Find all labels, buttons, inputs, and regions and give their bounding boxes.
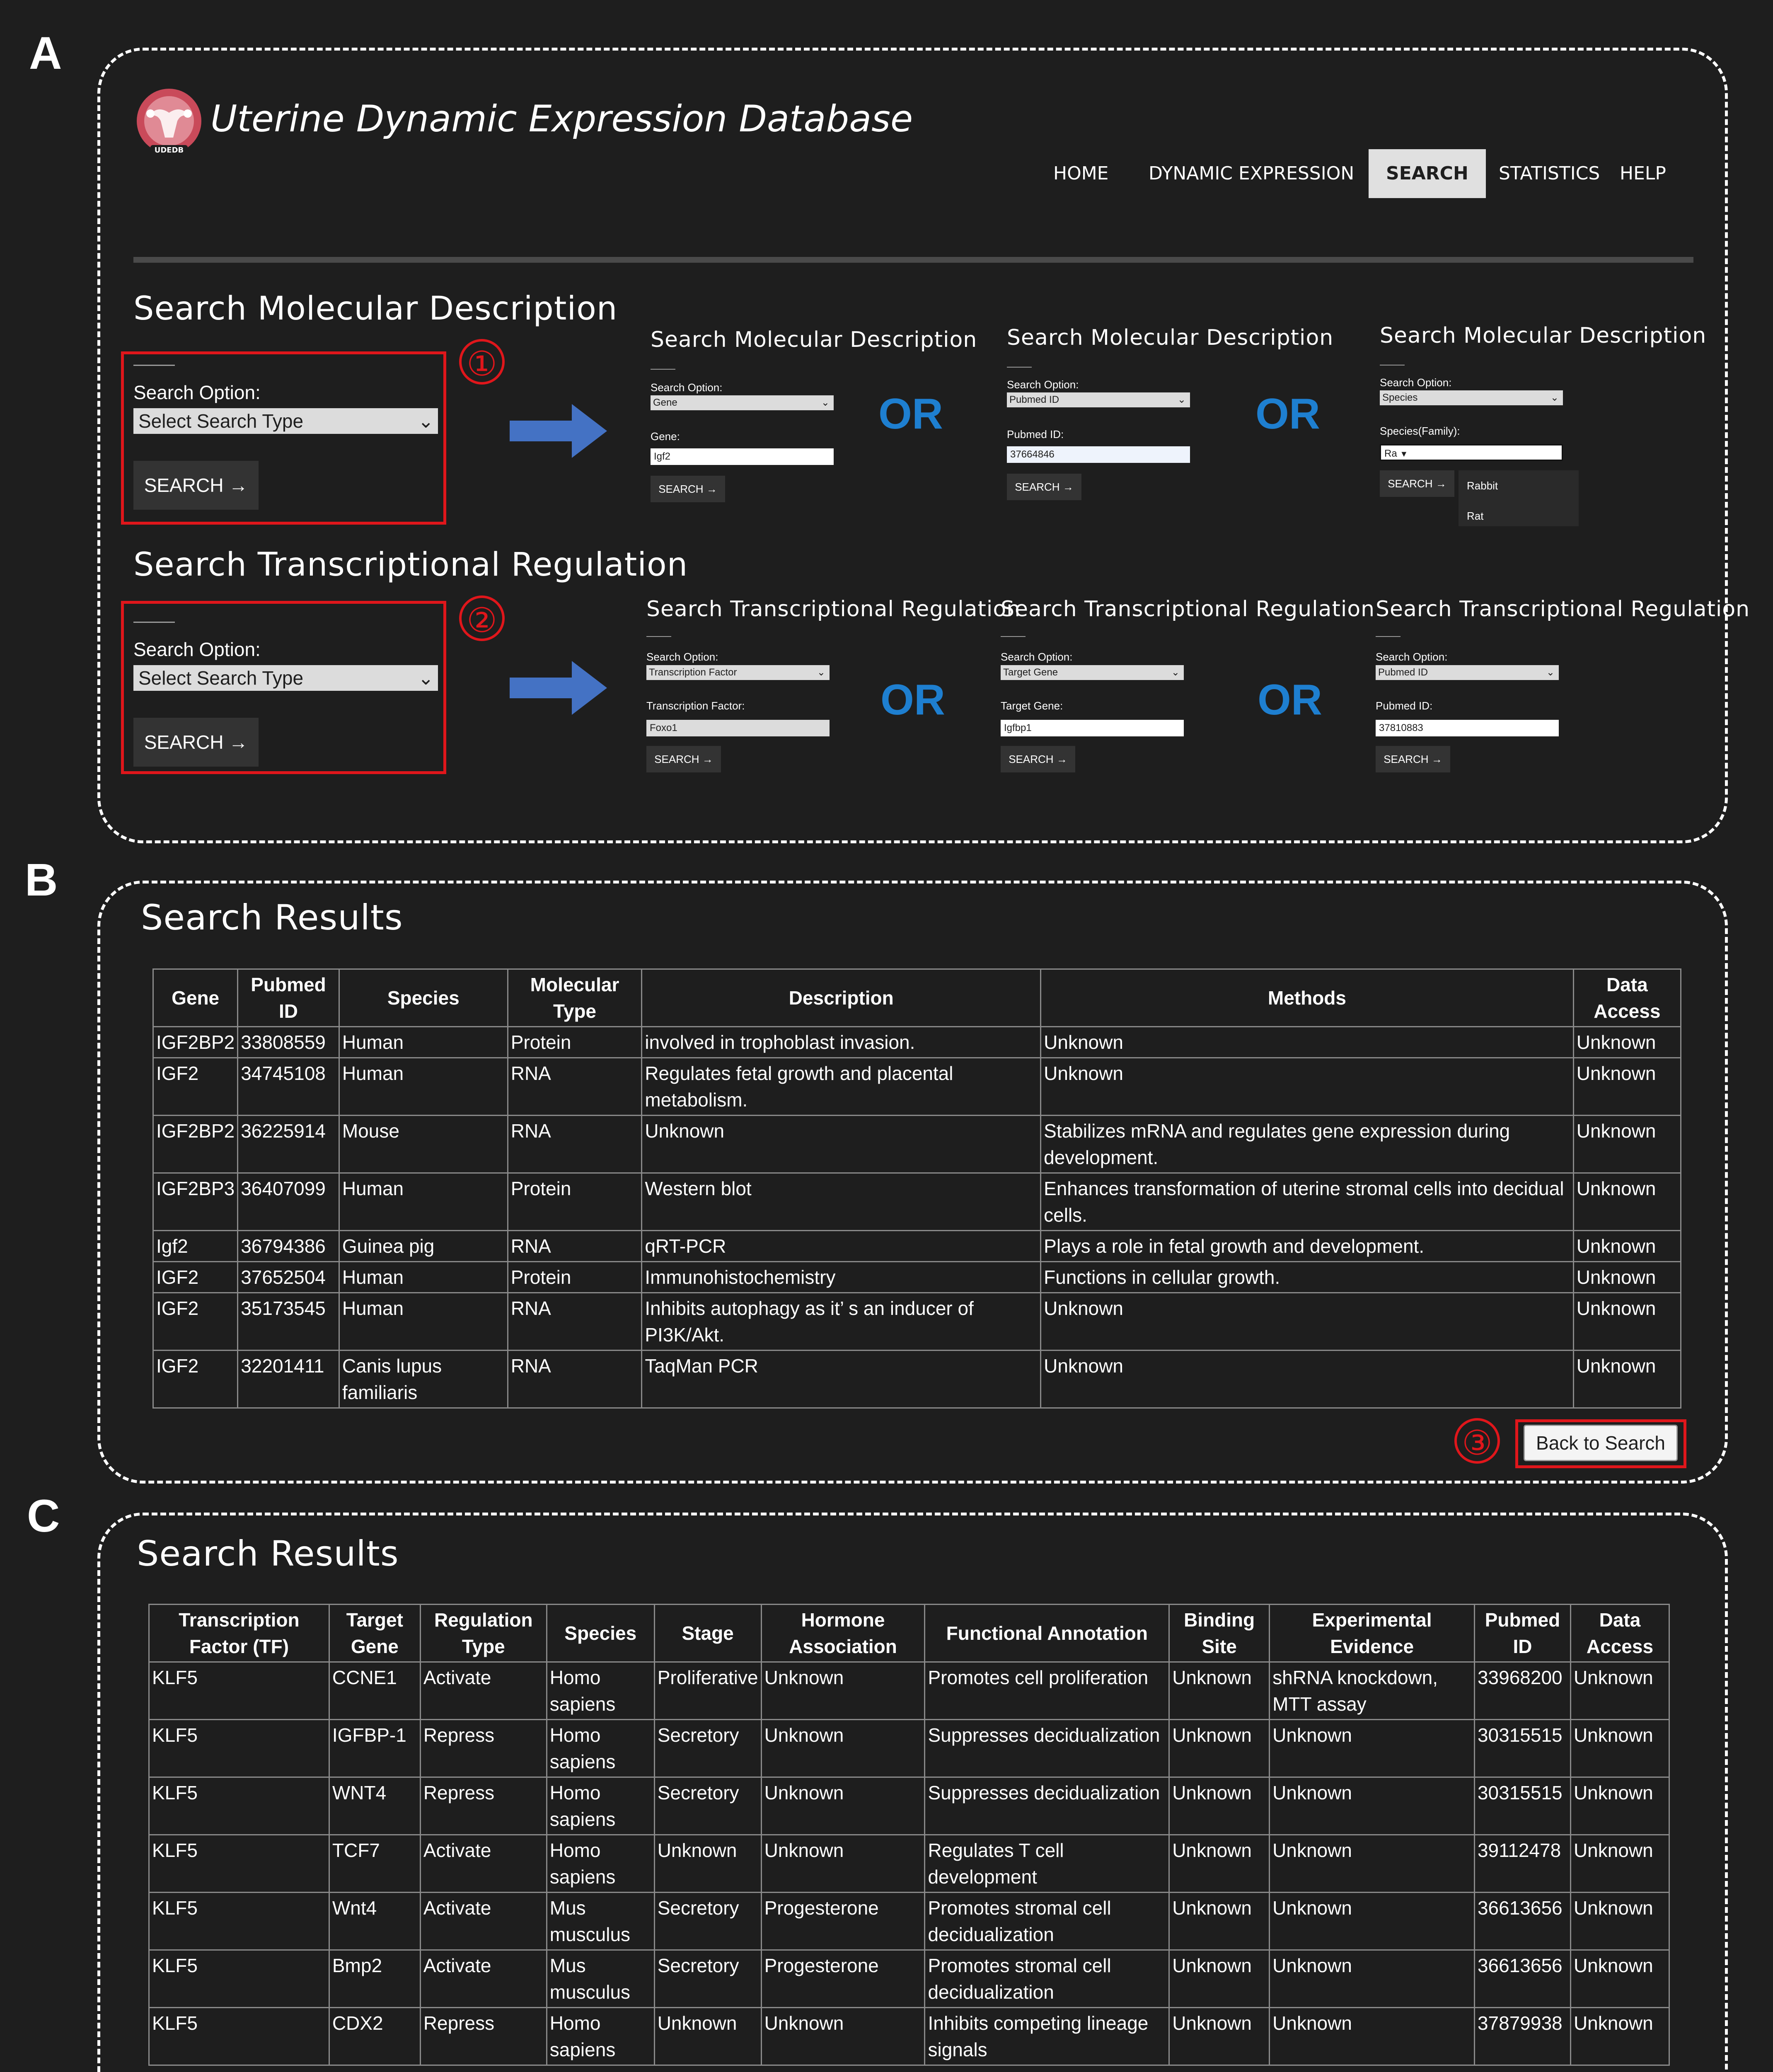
table-cell: Unknown [1270, 1893, 1475, 1950]
col-data-access: Data Access [1570, 1605, 1669, 1662]
right-arrow-icon [510, 404, 609, 458]
table-cell: Unknown [1573, 1262, 1681, 1293]
col-binding-site: Binding Site [1169, 1605, 1270, 1662]
table-cell: Unknown [1270, 1950, 1475, 2008]
table-cell: KLF5 [149, 1893, 329, 1950]
col-species: Species [339, 969, 508, 1027]
table-cell: Unknown [1570, 1835, 1669, 1893]
table-row [149, 1835, 1669, 1893]
panel-label-c: C [27, 1491, 60, 1542]
pubmed-input[interactable]: 37810883 [1376, 720, 1559, 736]
table-cell: Promotes cell proliferation [925, 1662, 1169, 1720]
table-row [153, 1262, 1681, 1293]
table-cell: Activate [420, 1950, 547, 2008]
table-cell: Protein [508, 1262, 642, 1293]
table-cell: 33968200 [1474, 1662, 1570, 1720]
table-cell: Secretory [654, 1893, 761, 1950]
table-cell: Promotes stromal cell decidualization [925, 1950, 1169, 2008]
table-cell: KLF5 [149, 2008, 329, 2065]
example-option-select[interactable] [651, 395, 834, 410]
table-cell: Homo sapiens [547, 1720, 654, 1777]
example-option-label: Search Option: [651, 381, 723, 394]
divider [1001, 636, 1026, 637]
table-cell: RNA [508, 1293, 642, 1351]
table-cell: Unknown [1041, 1293, 1574, 1351]
table-cell: Human [339, 1293, 508, 1351]
table-cell: Secretory [654, 1950, 761, 2008]
table-cell: RNA [508, 1351, 642, 1408]
or-label: OR [878, 390, 943, 438]
col-functional-annotation: Functional Annotation [925, 1605, 1169, 1662]
table-cell: Unknown [1570, 1662, 1669, 1720]
example-title: Search Molecular Description [1380, 323, 1707, 348]
example-field-label: Species(Family): [1380, 425, 1460, 437]
table-cell: 32201411 [238, 1351, 339, 1408]
results-c-title: Search Results [137, 1533, 399, 1574]
transcriptional-results-table [148, 1604, 1670, 2066]
select-value: Species [1382, 392, 1418, 403]
table-cell: Unknown [1573, 1173, 1681, 1231]
table-cell: IGF2BP2 [153, 1027, 238, 1058]
example-option-select[interactable] [1380, 390, 1563, 405]
col-pubmed-id: Pubmed ID [238, 969, 339, 1027]
example-search-button[interactable]: SEARCH → [1001, 746, 1075, 772]
table-cell: Unknown [654, 1835, 761, 1893]
pubmed-input[interactable]: 37664846 [1007, 446, 1190, 463]
example-field-label: Pubmed ID: [1376, 700, 1433, 712]
dropdown-option-rabbit[interactable]: Rabbit [1467, 479, 1498, 492]
chevron-down-icon: ⌄ [1171, 667, 1180, 678]
molecular-example-species [1376, 319, 1707, 530]
example-option-select[interactable] [646, 665, 830, 680]
table-cell: Unknown [1573, 1351, 1681, 1408]
select-value: Pubmed ID [1009, 394, 1059, 405]
example-field-label: Target Gene: [1001, 700, 1063, 712]
table-cell: Mus musculus [547, 1950, 654, 2008]
chevron-down-icon: ⌄ [1550, 392, 1559, 403]
table-cell: Unknown [1573, 1027, 1681, 1058]
table-cell: Homo sapiens [547, 1835, 654, 1893]
table-cell: RNA [508, 1116, 642, 1173]
table-cell: Proliferative [654, 1662, 761, 1720]
table-cell: Unknown [1270, 1835, 1475, 1893]
panel-label-b: B [25, 854, 58, 905]
select-value: Select Search Type [138, 410, 304, 432]
table-cell: Unknown [1270, 1720, 1475, 1777]
table-cell: WNT4 [329, 1777, 420, 1835]
table-cell: Wnt4 [329, 1893, 420, 1950]
table-cell: Unknown [1573, 1116, 1681, 1173]
table-row [149, 1777, 1669, 1835]
transcriptional-search-type-select[interactable] [133, 665, 438, 691]
table-header-row [149, 1605, 1669, 1662]
table-cell: TaqMan PCR [642, 1351, 1041, 1408]
table-cell: KLF5 [149, 1777, 329, 1835]
table-cell: Unknown [761, 1835, 925, 1893]
table-cell: 36407099 [238, 1173, 339, 1231]
table-cell: Unknown [1573, 1058, 1681, 1116]
nav-dynamic-expression[interactable]: DYNAMIC EXPRESSION [1149, 163, 1355, 184]
table-cell: Homo sapiens [547, 1662, 654, 1720]
right-arrow-icon [510, 661, 609, 715]
table-row [153, 1293, 1681, 1351]
table-cell: Unknown [1169, 1777, 1270, 1835]
table-cell: Unknown [654, 2008, 761, 2065]
molecular-search-button[interactable]: SEARCH → [133, 461, 259, 510]
or-label: OR [1258, 676, 1322, 724]
chevron-down-icon: ⌄ [418, 410, 434, 432]
table-cell: Protein [508, 1173, 642, 1231]
example-search-button[interactable]: SEARCH → [646, 746, 721, 772]
table-cell: IGF2 [153, 1351, 238, 1408]
table-cell: Unknown [761, 1662, 925, 1720]
table-cell: Unknown [1270, 1777, 1475, 1835]
table-cell: Regulates T cell development [925, 1835, 1169, 1893]
table-row [153, 1173, 1681, 1231]
example-option-label: Search Option: [1376, 651, 1448, 663]
col-species: Species [547, 1605, 654, 1662]
table-cell: KLF5 [149, 1720, 329, 1777]
table-cell: Bmp2 [329, 1950, 420, 2008]
example-title: Search Molecular Description [651, 327, 977, 352]
table-row [149, 2008, 1669, 2065]
table-cell: involved in trophoblast invasion. [642, 1027, 1041, 1058]
table-cell: 30315515 [1474, 1777, 1570, 1835]
table-cell: Repress [420, 1720, 547, 1777]
table-cell: 39112478 [1474, 1835, 1570, 1893]
table-cell: Igf2 [153, 1231, 238, 1262]
example-title: Search Transcriptional Regulation [1376, 597, 1750, 622]
table-cell: Unknown [1573, 1231, 1681, 1262]
table-cell: Unknown [761, 1720, 925, 1777]
or-label: OR [880, 676, 945, 724]
col-hormone-association: Hormone Association [761, 1605, 925, 1662]
table-cell: Promotes stromal cell decidualization [925, 1893, 1169, 1950]
transcriptional-option-label: Search Option: [133, 639, 261, 660]
table-cell: KLF5 [149, 1950, 329, 2008]
table-cell: Unknown [1041, 1058, 1574, 1116]
table-header-row [153, 969, 1681, 1027]
example-title: Search Transcriptional Regulation [646, 597, 1021, 622]
logo-text: UDEDB [154, 146, 184, 155]
table-cell: Unknown [642, 1116, 1041, 1173]
marker-2: ② [459, 595, 505, 641]
molecular-option-label: Search Option: [133, 382, 261, 403]
transcriptional-example-pubmed [1371, 595, 1750, 781]
nav-help[interactable]: HELP [1620, 163, 1666, 184]
table-cell: Unknown [1169, 1950, 1270, 2008]
table-cell: Inhibits competing lineage signals [925, 2008, 1169, 2065]
table-row [153, 1231, 1681, 1262]
select-value: Target Gene [1003, 667, 1058, 678]
table-cell: Unknown [1169, 2008, 1270, 2065]
table-cell: 36613656 [1474, 1950, 1570, 2008]
col-experimental-evidence: Experimental Evidence [1270, 1605, 1475, 1662]
table-cell: Plays a role in fetal growth and development. [1041, 1231, 1574, 1262]
table-cell: CCNE1 [329, 1662, 420, 1720]
table-cell: Repress [420, 2008, 547, 2065]
table-cell: IGF2 [153, 1058, 238, 1116]
table-cell: Unknown [1270, 2008, 1475, 2065]
divider [1007, 367, 1032, 368]
select-value: Transcription Factor [649, 667, 737, 678]
table-cell: IGF2 [153, 1293, 238, 1351]
table-cell: Western blot [642, 1173, 1041, 1231]
table-cell: shRNA knockdown, MTT assay [1270, 1662, 1475, 1720]
divider [646, 636, 671, 637]
nav-home[interactable]: HOME [1053, 163, 1109, 184]
table-cell: Suppresses decidualization [925, 1777, 1169, 1835]
example-field-label: Pubmed ID: [1007, 428, 1064, 441]
table-cell: 33808559 [238, 1027, 339, 1058]
chevron-down-icon: ⌄ [821, 397, 830, 408]
table-cell: Canis lupus familiaris [339, 1351, 508, 1408]
chevron-down-icon: ⌄ [1177, 394, 1186, 405]
divider [1380, 365, 1405, 366]
table-cell: IGF2 [153, 1262, 238, 1293]
example-search-button[interactable]: SEARCH → [1380, 470, 1454, 497]
table-cell: Guinea pig [339, 1231, 508, 1262]
select-value: Select Search Type [138, 667, 304, 689]
table-cell: Human [339, 1262, 508, 1293]
table-cell: Unknown [1570, 1720, 1669, 1777]
example-field-label: Transcription Factor: [646, 700, 745, 712]
table-cell: KLF5 [149, 1835, 329, 1893]
table-cell: Enhances transformation of uterine stromal cells into decidual cells. [1041, 1173, 1574, 1231]
table-cell: RNA [508, 1231, 642, 1262]
divider [651, 369, 675, 370]
chevron-down-icon: ⌄ [1546, 667, 1555, 678]
transcriptional-title: Search Transcriptional Regulation [133, 546, 688, 583]
header-divider [133, 257, 1693, 263]
col-transcription-factor: Transcription Factor (TF) [149, 1605, 329, 1662]
combobox-value: Ra [1384, 448, 1397, 459]
caret-down-icon: ▼ [1400, 450, 1408, 459]
gene-input[interactable]: Igf2 [651, 448, 834, 465]
table-row [153, 1058, 1681, 1116]
panel-label-a: A [29, 28, 62, 79]
molecular-search-type-select[interactable] [133, 408, 438, 434]
example-search-button[interactable]: SEARCH → [651, 476, 725, 502]
table-cell: TCF7 [329, 1835, 420, 1893]
species-dropdown-list [1459, 470, 1579, 526]
divider [133, 622, 175, 623]
site-logo[interactable] [132, 88, 206, 158]
marker-3: ③ [1454, 1418, 1500, 1464]
table-row [149, 1950, 1669, 2008]
table-cell: 30315515 [1474, 1720, 1570, 1777]
table-cell: Mouse [339, 1116, 508, 1173]
example-field-label: Gene: [651, 430, 680, 443]
example-title: Search Transcriptional Regulation [1001, 597, 1375, 622]
table-cell: Unknown [1169, 1835, 1270, 1893]
target-gene-input[interactable]: Igfbp1 [1001, 720, 1184, 736]
table-cell: Human [339, 1027, 508, 1058]
results-b-title: Search Results [141, 897, 403, 938]
table-cell: KLF5 [149, 1662, 329, 1720]
table-cell: Unknown [1570, 1950, 1669, 2008]
table-cell: Secretory [654, 1777, 761, 1835]
col-target-gene: Target Gene [329, 1605, 420, 1662]
or-label: OR [1255, 390, 1320, 438]
col-methods: Methods [1041, 969, 1574, 1027]
example-option-label: Search Option: [1380, 376, 1452, 389]
table-row [149, 1720, 1669, 1777]
table-cell: Unknown [1169, 1720, 1270, 1777]
table-cell: Unknown [1041, 1027, 1574, 1058]
table-cell: Stabilizes mRNA and regulates gene expression during development. [1041, 1116, 1574, 1173]
table-cell: Activate [420, 1835, 547, 1893]
table-cell: Suppresses decidualization [925, 1720, 1169, 1777]
marker-1: ① [459, 339, 505, 385]
table-cell: Unknown [761, 2008, 925, 2065]
table-row [153, 1027, 1681, 1058]
main-nav [1036, 149, 1699, 198]
divider [133, 365, 175, 366]
table-cell: Unknown [1570, 2008, 1669, 2065]
example-option-label: Search Option: [1001, 651, 1073, 663]
table-cell: Unknown [1169, 1662, 1270, 1720]
example-option-select[interactable] [1007, 392, 1190, 407]
table-cell: 36613656 [1474, 1893, 1570, 1950]
example-search-button[interactable]: SEARCH → [1007, 474, 1081, 500]
table-cell: Progesterone [761, 1893, 925, 1950]
table-cell: Homo sapiens [547, 1777, 654, 1835]
table-cell: Human [339, 1058, 508, 1116]
table-cell: Unknown [761, 1777, 925, 1835]
select-value: Pubmed ID [1378, 667, 1428, 678]
table-cell: Unknown [1169, 1893, 1270, 1950]
table-cell: Progesterone [761, 1950, 925, 2008]
table-row [153, 1351, 1681, 1408]
example-option-label: Search Option: [646, 651, 718, 663]
table-cell: Protein [508, 1027, 642, 1058]
dropdown-option-rat[interactable]: Rat [1467, 510, 1484, 522]
divider [1376, 636, 1401, 637]
table-cell: 36794386 [238, 1231, 339, 1262]
table-cell: IGFBP-1 [329, 1720, 420, 1777]
col-description: Description [642, 969, 1041, 1027]
example-option-select[interactable] [1376, 665, 1559, 680]
table-cell: Human [339, 1173, 508, 1231]
molecular-title: Search Molecular Description [133, 290, 618, 327]
select-value: Gene [653, 397, 677, 408]
table-cell: Repress [420, 1777, 547, 1835]
table-cell: 37652504 [238, 1262, 339, 1293]
table-cell: Secretory [654, 1720, 761, 1777]
table-row [149, 1893, 1669, 1950]
col-molecular-type: Molecular Type [508, 969, 642, 1027]
table-cell: 34745108 [238, 1058, 339, 1116]
table-cell: Mus musculus [547, 1893, 654, 1950]
back-to-search-button[interactable]: Back to Search [1524, 1425, 1678, 1461]
table-cell: CDX2 [329, 2008, 420, 2065]
chevron-down-icon: ⌄ [418, 667, 434, 689]
table-cell: Unknown [1041, 1351, 1574, 1408]
table-cell: Activate [420, 1893, 547, 1950]
table-cell: Regulates fetal growth and placental metabolism. [642, 1058, 1041, 1116]
col-gene: Gene [153, 969, 238, 1027]
table-cell: Immunohistochemistry [642, 1262, 1041, 1293]
table-cell: Inhibits autophagy as it’ s an inducer of PI3K/Akt. [642, 1293, 1041, 1351]
table-cell: Functions in cellular growth. [1041, 1262, 1574, 1293]
table-cell: RNA [508, 1058, 642, 1116]
table-cell: qRT-PCR [642, 1231, 1041, 1262]
nav-statistics[interactable]: STATISTICS [1499, 163, 1600, 184]
example-title: Search Molecular Description [1007, 325, 1334, 350]
table-cell: 35173545 [238, 1293, 339, 1351]
table-cell: Homo sapiens [547, 2008, 654, 2065]
table-cell: Unknown [1570, 1893, 1669, 1950]
col-pubmed-id: Pubmed ID [1474, 1605, 1570, 1662]
col-regulation-type: Regulation Type [420, 1605, 547, 1662]
example-option-label: Search Option: [1007, 378, 1079, 391]
example-option-select[interactable] [1001, 665, 1184, 680]
chevron-down-icon: ⌄ [817, 667, 825, 678]
col-stage: Stage [654, 1605, 761, 1662]
species-combobox[interactable] [1380, 444, 1563, 461]
table-cell: 36225914 [238, 1116, 339, 1173]
table-cell: 37879938 [1474, 2008, 1570, 2065]
table-row [153, 1116, 1681, 1173]
table-cell: IGF2BP2 [153, 1116, 238, 1173]
table-row [149, 1662, 1669, 1720]
table-cell: IGF2BP3 [153, 1173, 238, 1231]
table-cell: Unknown [1570, 1777, 1669, 1835]
panel-a [0, 0, 1773, 845]
site-title: Uterine Dynamic Expression Database [210, 97, 913, 140]
nav-search[interactable]: SEARCH [1369, 149, 1486, 198]
table-cell: Activate [420, 1662, 547, 1720]
transcriptional-search-button[interactable]: SEARCH → [133, 718, 259, 767]
example-search-button[interactable]: SEARCH → [1376, 746, 1450, 772]
table-cell: Unknown [1573, 1293, 1681, 1351]
tf-input[interactable]: Foxo1 [646, 720, 830, 736]
molecular-results-table [152, 968, 1681, 1409]
col-data-access: Data Access [1573, 969, 1681, 1027]
